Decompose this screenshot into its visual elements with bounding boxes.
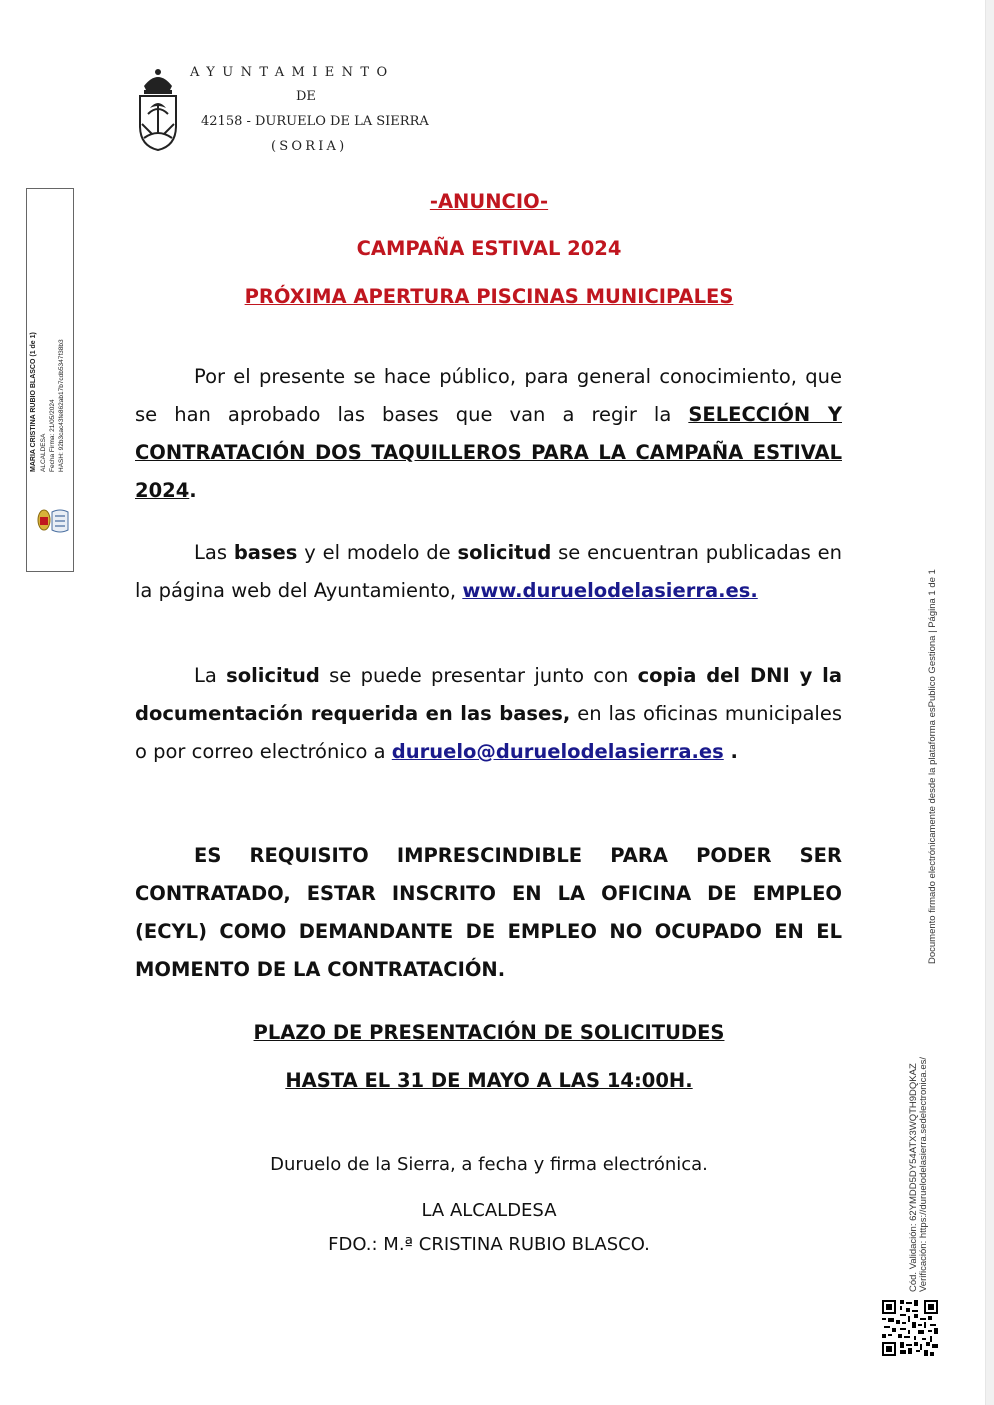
- paragraph-requirement: [135, 837, 842, 989]
- closing-signature: FDO.: M.ª CRISTINA RUBIO BLASCO.: [328, 1234, 650, 1255]
- submission-docs-bold: copia del DNI y la documentación requerida en las bases,: [135, 664, 842, 725]
- paragraph-intro: [135, 358, 842, 510]
- signature-stamp-name: MARIA CRISTINA RUBIO BLASCO (1 de 1): [30, 332, 37, 472]
- submission-solicitud-bold: solicitud: [226, 664, 320, 687]
- submission-text-d: en las oficinas municipales o por correo electrónico a: [135, 702, 842, 763]
- campaign-title: CAMPAÑA ESTIVAL 2024: [356, 237, 622, 260]
- submission-period: .: [723, 740, 738, 763]
- signature-stamp-hash: HASH: 92b3cac43fe862ab17b7cdb5347f38b3: [58, 339, 65, 472]
- intro-period: .: [189, 479, 197, 502]
- closing-role: LA ALCALDESA: [421, 1200, 557, 1221]
- coat-of-arms-icon: [134, 64, 182, 154]
- paragraph-submission: [135, 657, 842, 771]
- qr-code-icon: [882, 1300, 938, 1356]
- selection-heading: SELECCIÓN Y CONTRATACIÓN DOS TAQUILLEROS PARA LA CAMPAÑA ESTIVAL 2024: [135, 403, 842, 502]
- announcement-title: -ANUNCIO-: [429, 190, 549, 213]
- header-line-ayuntamiento: AYUNTAMIENTO: [190, 65, 395, 80]
- header-line-de: DE: [296, 89, 316, 104]
- paragraph-bases: [135, 534, 842, 610]
- website-link[interactable]: www.duruelodelasierra.es.: [462, 579, 758, 602]
- bases-text-d: se encuentran publicadas en la página web del Ayuntamiento,: [135, 541, 842, 602]
- email-link[interactable]: duruelo@duruelodelasierra.es: [391, 740, 724, 763]
- solicitud-bold: solicitud: [457, 541, 552, 564]
- page-edge: [986, 0, 994, 1405]
- intro-text: Por el presente se hace público, para general conocimiento, que se han aprobado las bases que van a regir la: [135, 365, 842, 426]
- header-line-province: (SORIA): [271, 139, 348, 154]
- opening-title: PRÓXIMA APERTURA PISCINAS MUNICIPALES: [244, 285, 734, 308]
- deadline-heading: PLAZO DE PRESENTACIÓN DE SOLICITUDES: [253, 1021, 725, 1044]
- bases-text-c: y el modelo de: [297, 541, 458, 564]
- municipal-seal-icon: [32, 504, 74, 536]
- deadline-date: HASTA EL 31 DE MAYO A LAS 14:00H.: [285, 1069, 693, 1092]
- bases-bold: bases: [233, 541, 298, 564]
- signature-stamp-role: ALCALDESA: [40, 433, 47, 472]
- bases-text-a: Las: [194, 541, 234, 564]
- verification-url: Verificación: https://duruelodelasierra.sedelectronica.es/: [918, 1057, 929, 1292]
- verification-note: Documento firmado electrónicamente desde la plataforma esPublico Gestiona | Página 1 de 1: [927, 569, 938, 964]
- requirement-text: ES REQUISITO IMPRESCINDIBLE PARA PODER SER CONTRATADO, ESTAR INSCRITO EN LA OFICINA DE EMPLEO (ECYL) COMO DEMANDANTE DE EMPLEO NO OCUPADO EN EL MOMENTO DE LA CONTRATACIÓN.: [135, 844, 842, 981]
- verification-code: Cód. Validación: 62YMDD5DY54ATX3WQTH9DQKAZ: [908, 1063, 919, 1292]
- header-line-address: 42158 - DURUELO DE LA SIERRA: [201, 114, 429, 129]
- submission-text-a: La: [194, 664, 227, 687]
- closing-place: Duruelo de la Sierra, a fecha y firma electrónica.: [270, 1154, 708, 1175]
- submission-text-c: se puede presentar junto con: [319, 664, 638, 687]
- signature-stamp-date: Fecha Firma: 21/05/2024: [49, 399, 56, 472]
